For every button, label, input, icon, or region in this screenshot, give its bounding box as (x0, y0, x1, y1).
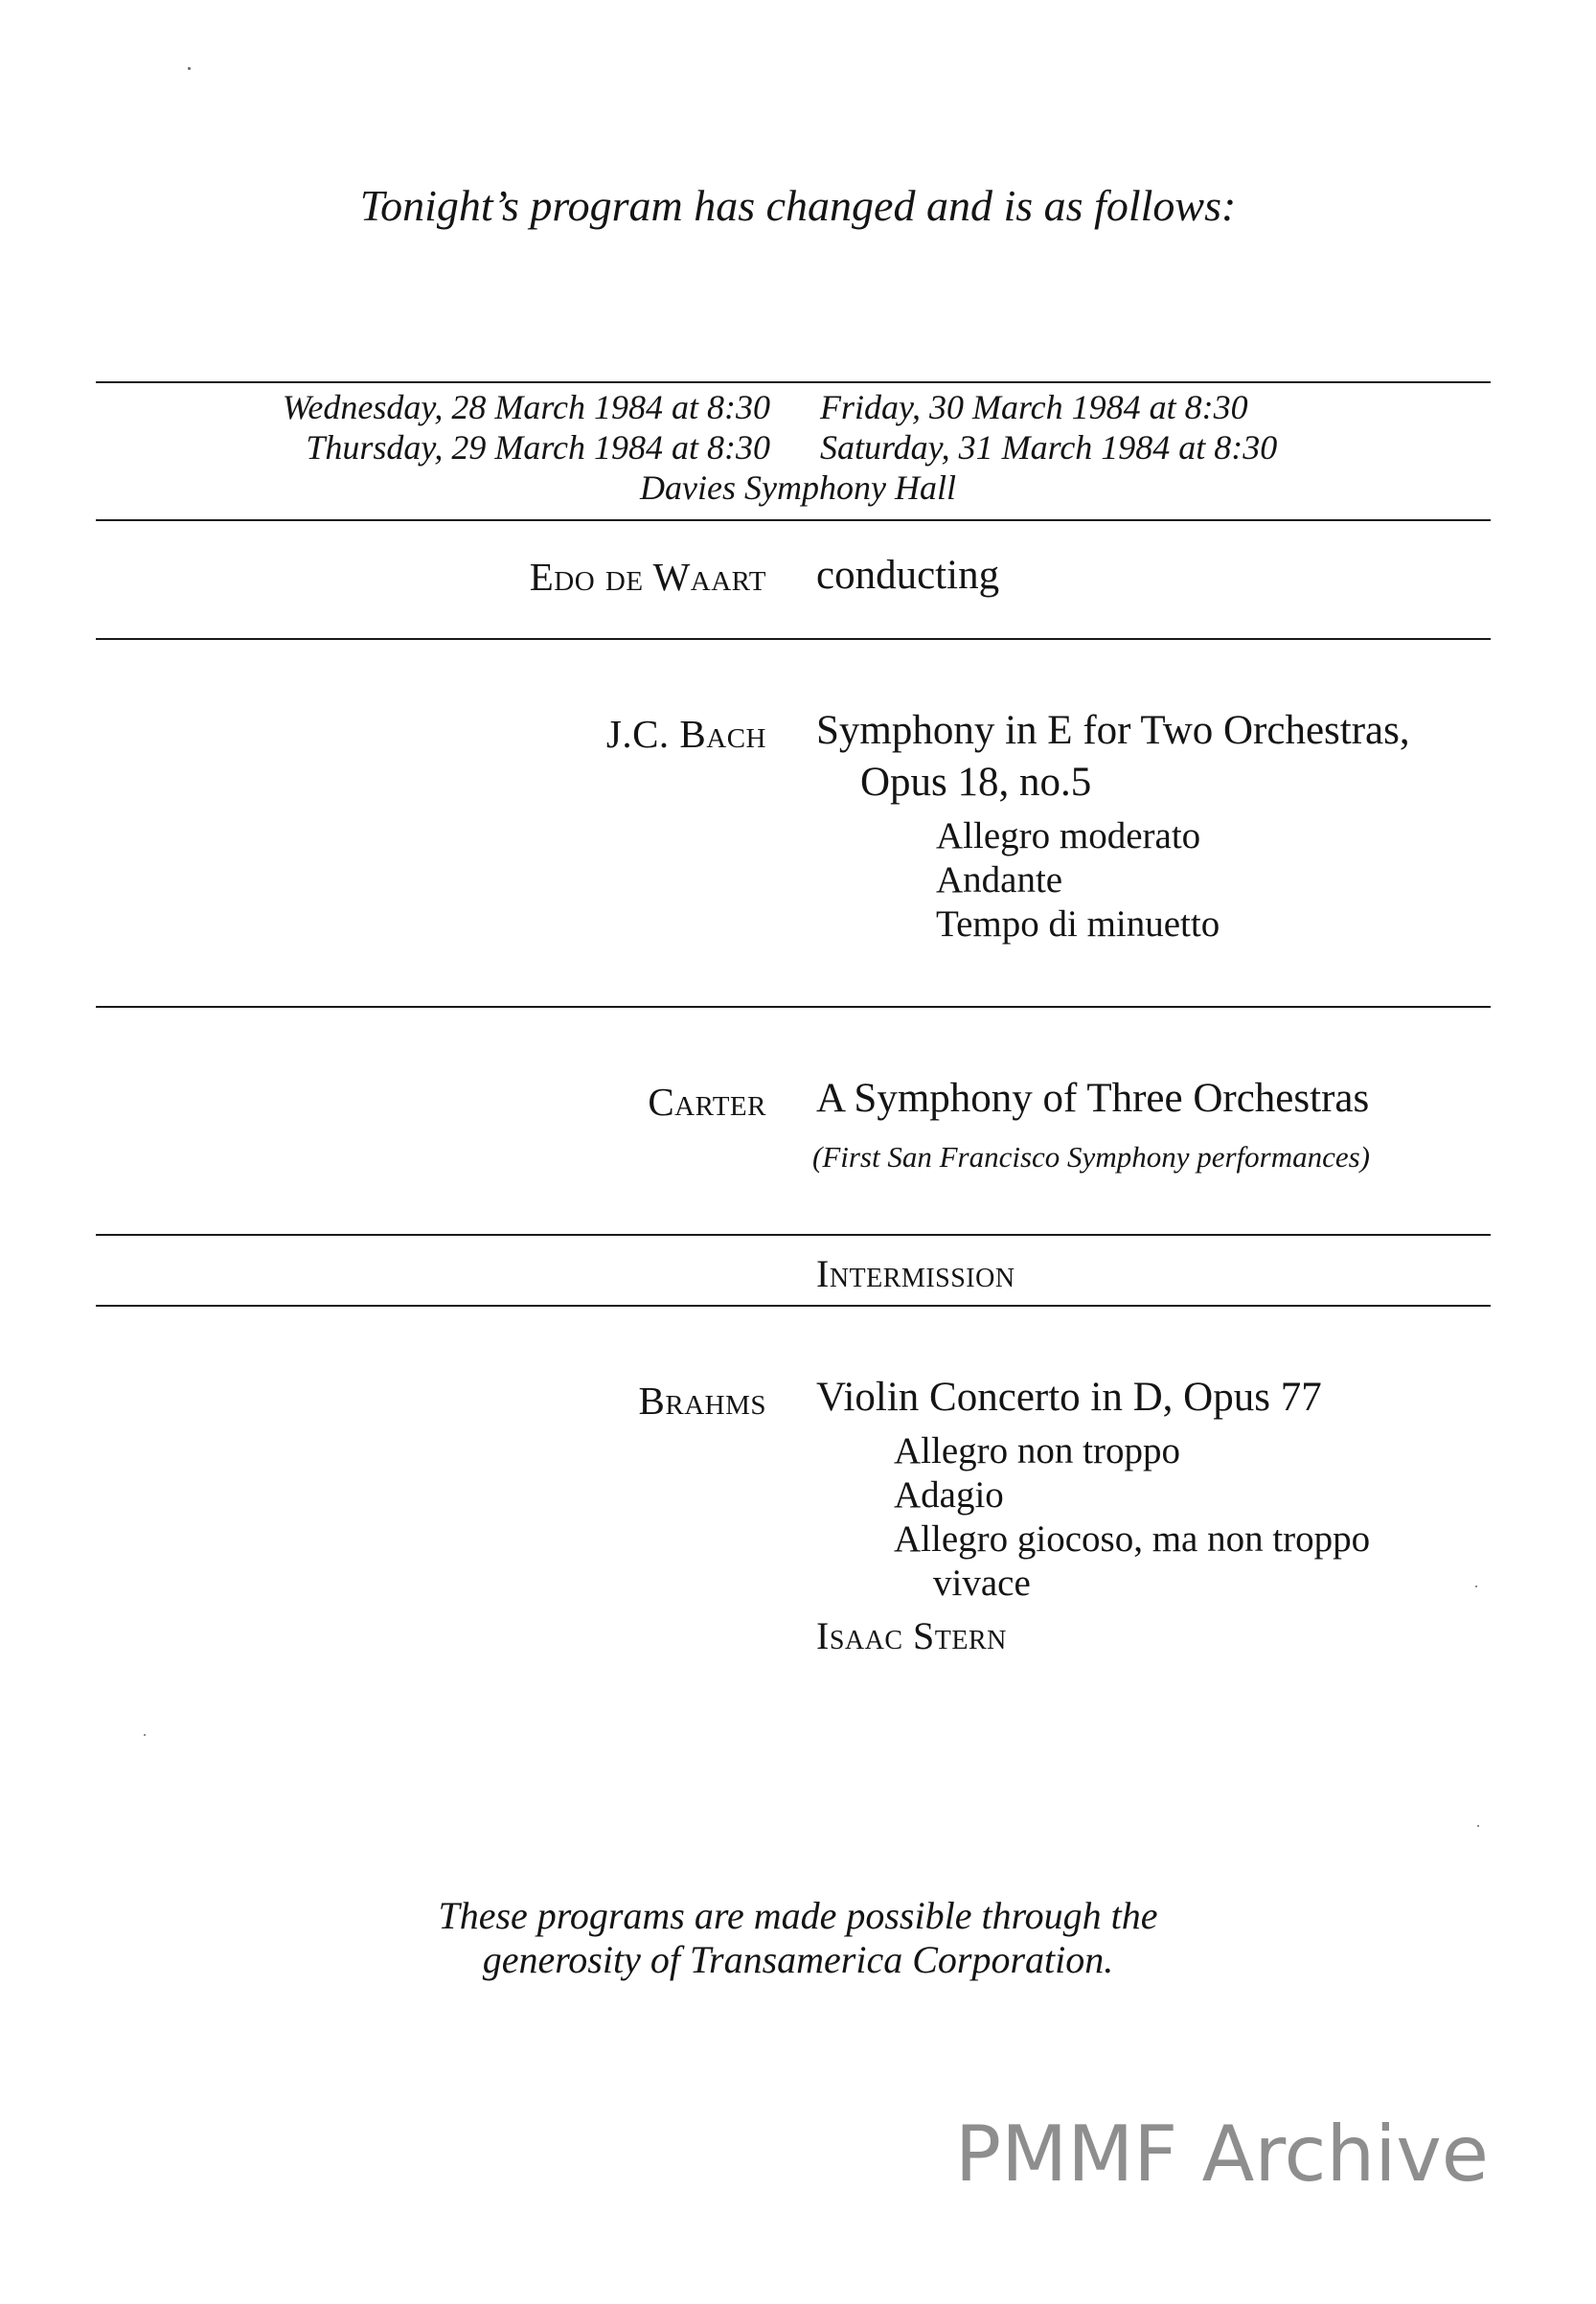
divider-top (96, 381, 1491, 383)
program-change-notice: Tonight’s program has changed and is as follows: (359, 181, 1237, 230)
archive-watermark: PMMF Archive (954, 2110, 1489, 2199)
work-bach-opus: Opus 18, no.5 (860, 760, 1092, 805)
date-thursday: Thursday, 29 March 1984 at 8:30 (306, 428, 770, 467)
divider-conductor (96, 638, 1491, 640)
movement-brahms-3-cont: vivace (933, 1563, 1031, 1604)
scan-speck (188, 67, 191, 70)
work-carter-title: A Symphony of Three Orchestras (816, 1076, 1370, 1121)
movement-bach-3: Tempo di minuetto (936, 903, 1220, 945)
work-carter-note: (First San Francisco Symphony performances) (812, 1140, 1371, 1174)
sponsor-line-1: These programs are made possible through the (438, 1894, 1158, 1937)
composer-brahms: Brahms (638, 1379, 766, 1423)
work-bach-title: Symphony in E for Two Orchestras, (816, 708, 1410, 753)
divider-intermission (96, 1305, 1491, 1307)
date-friday: Friday, 30 March 1984 at 8:30 (820, 388, 1248, 426)
movement-brahms-2: Adagio (894, 1474, 1004, 1516)
scan-speck (1477, 1825, 1479, 1827)
movement-bach-2: Andante (936, 859, 1063, 901)
composer-carter: Carter (648, 1080, 766, 1124)
date-wednesday: Wednesday, 28 March 1984 at 8:30 (282, 388, 770, 426)
intermission: Intermission (816, 1252, 1015, 1295)
date-saturday: Saturday, 31 March 1984 at 8:30 (820, 428, 1278, 467)
divider-carter (96, 1234, 1491, 1236)
scan-speck (144, 1734, 146, 1736)
divider-dates (96, 519, 1491, 521)
movement-brahms-1: Allegro non troppo (894, 1430, 1180, 1471)
sponsor-line-2: generosity of Transamerica Corporation. (482, 1938, 1114, 1981)
composer-bach: J.C. Bach (605, 712, 766, 756)
conductor-role: conducting (816, 553, 1000, 598)
conductor-name: Edo de Waart (529, 555, 766, 599)
divider-bach (96, 1006, 1491, 1008)
venue: Davies Symphony Hall (640, 468, 956, 507)
movement-brahms-3: Allegro giocoso, ma non troppo (894, 1518, 1371, 1560)
soloist-name: Isaac Stern (816, 1614, 1007, 1657)
work-brahms-title: Violin Concerto in D, Opus 77 (816, 1375, 1322, 1420)
movement-bach-1: Allegro moderato (936, 815, 1201, 856)
scan-speck (1475, 1585, 1477, 1587)
